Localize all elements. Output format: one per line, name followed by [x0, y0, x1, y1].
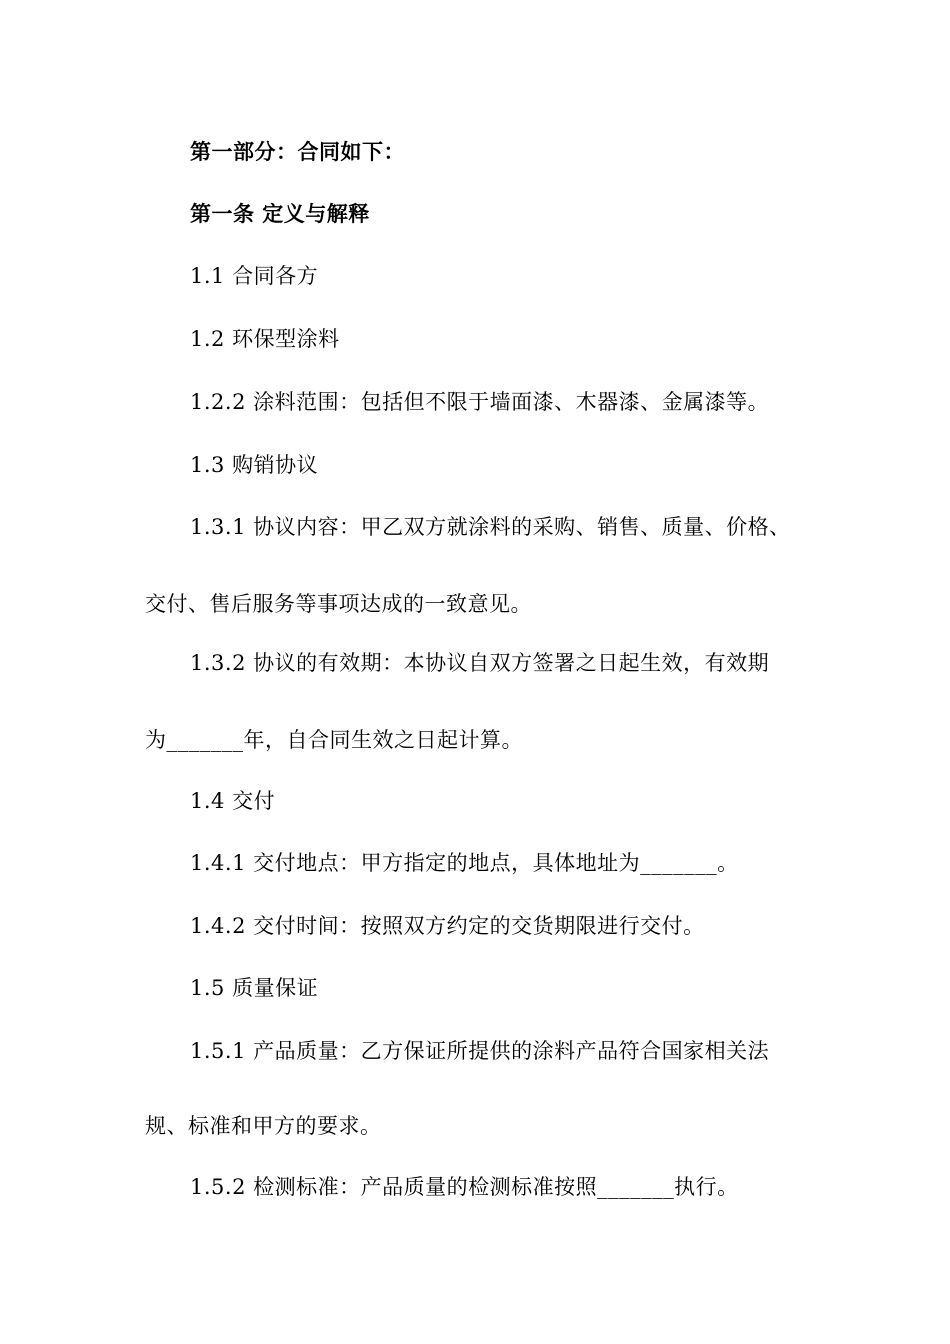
clause-1-4-1: 1.4.1 交付地点：甲方指定的地点，具体地址为_______。 — [190, 851, 739, 875]
clause-1-3-2: 1.3.2 协议的有效期：本协议自双方签署之日起生效，有效期 — [190, 651, 770, 675]
article-heading: 第一条 定义与解释 — [190, 202, 370, 226]
clause-1-3-1-continued: 交付、售后服务等事项达成的一致意见。 — [145, 592, 532, 616]
clause-1-4-2: 1.4.2 交付时间：按照双方约定的交货期限进行交付。 — [190, 914, 705, 938]
clause-1-5: 1.5 质量保证 — [190, 976, 319, 1000]
clause-1-5-1: 1.5.1 产品质量：乙方保证所提供的涂料产品符合国家相关法 — [190, 1039, 770, 1063]
clause-1-4: 1.4 交付 — [190, 789, 276, 813]
clause-1-3: 1.3 购销协议 — [190, 453, 319, 477]
clause-1-5-2: 1.5.2 检测标准：产品质量的检测标准按照_______执行。 — [190, 1175, 739, 1199]
clause-1-3-2-continued: 为_______年，自合同生效之日起计算。 — [145, 728, 523, 752]
part-heading: 第一部分：合同如下： — [190, 140, 405, 164]
clause-1-1: 1.1 合同各方 — [190, 264, 319, 288]
clause-1-3-1: 1.3.1 协议内容：甲乙双方就涂料的采购、销售、质量、价格、 — [190, 515, 791, 539]
clause-1-5-1-continued: 规、标准和甲方的要求。 — [145, 1114, 382, 1138]
clause-1-2: 1.2 环保型涂料 — [190, 327, 340, 351]
clause-1-2-2: 1.2.2 涂料范围：包括但不限于墙面漆、木器漆、金属漆等。 — [190, 390, 770, 414]
